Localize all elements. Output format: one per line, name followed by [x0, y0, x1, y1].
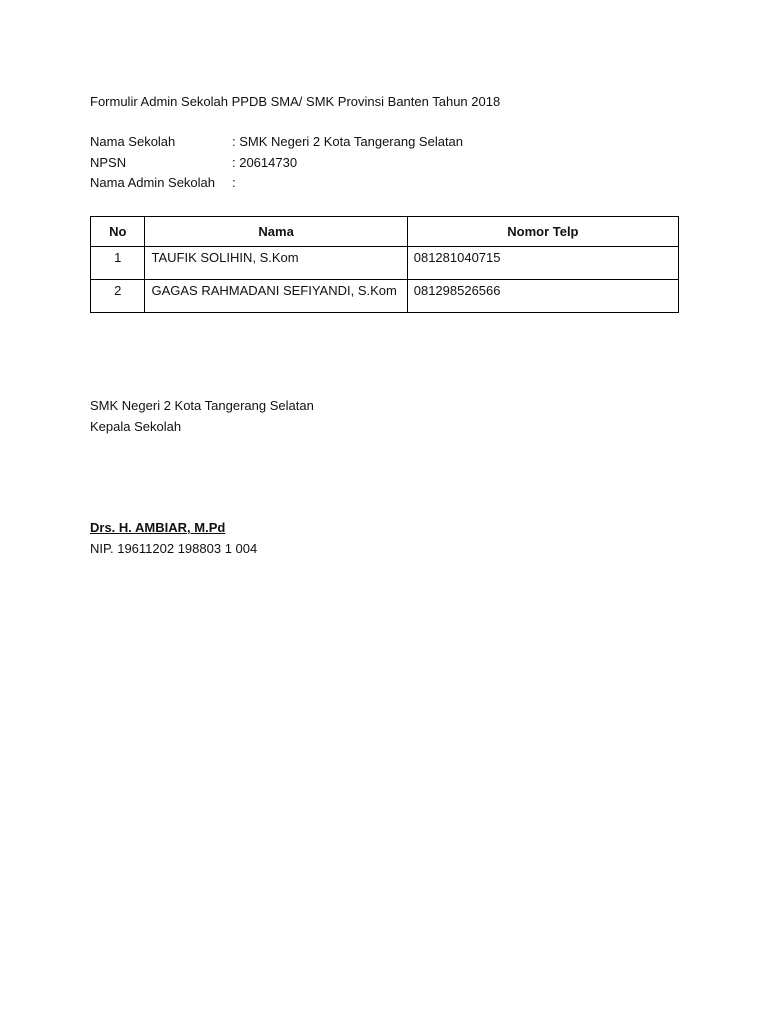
info-value: : SMK Negeri 2 Kota Tangerang Selatan — [232, 134, 464, 149]
school-name: SMK Negeri 2 Kota Tangerang Selatan — [90, 398, 314, 413]
table-row — [91, 280, 679, 313]
document-title: Formulir Admin Sekolah PPDB SMA/ SMK Provinsi Banten Tahun 2018 — [90, 94, 501, 109]
info-value: : 20614730 — [232, 154, 298, 170]
signer-name: Drs. H. AMBIAR, M.Pd — [90, 520, 226, 535]
cell-nama: GAGAS RAHMADANI SEFIYANDI, S.Kom — [145, 280, 407, 313]
cell-no: 2 — [91, 280, 145, 313]
cell-nama: TAUFIK SOLIHIN, S.Kom — [145, 247, 407, 280]
table-header-row — [91, 217, 679, 247]
header-no: No — [91, 217, 145, 247]
cell-telp: 081281040715 — [407, 247, 678, 280]
signer-nip: NIP. 19611202 198803 1 004 — [90, 540, 258, 556]
info-label: Nama Admin Sekolah — [90, 175, 216, 190]
position-title: Kepala Sekolah — [90, 418, 182, 434]
info-value: : — [232, 175, 236, 190]
header-nama: Nama — [145, 217, 407, 247]
signer-block — [90, 518, 257, 559]
cell-telp: 081298526566 — [407, 280, 678, 313]
info-label: Nama Sekolah — [90, 134, 176, 149]
info-label: NPSN — [90, 154, 127, 170]
school-signature-block — [90, 396, 314, 437]
header-telp: Nomor Telp — [407, 217, 678, 247]
table-row — [91, 247, 679, 280]
admin-table — [90, 216, 679, 313]
cell-no: 1 — [91, 247, 145, 280]
